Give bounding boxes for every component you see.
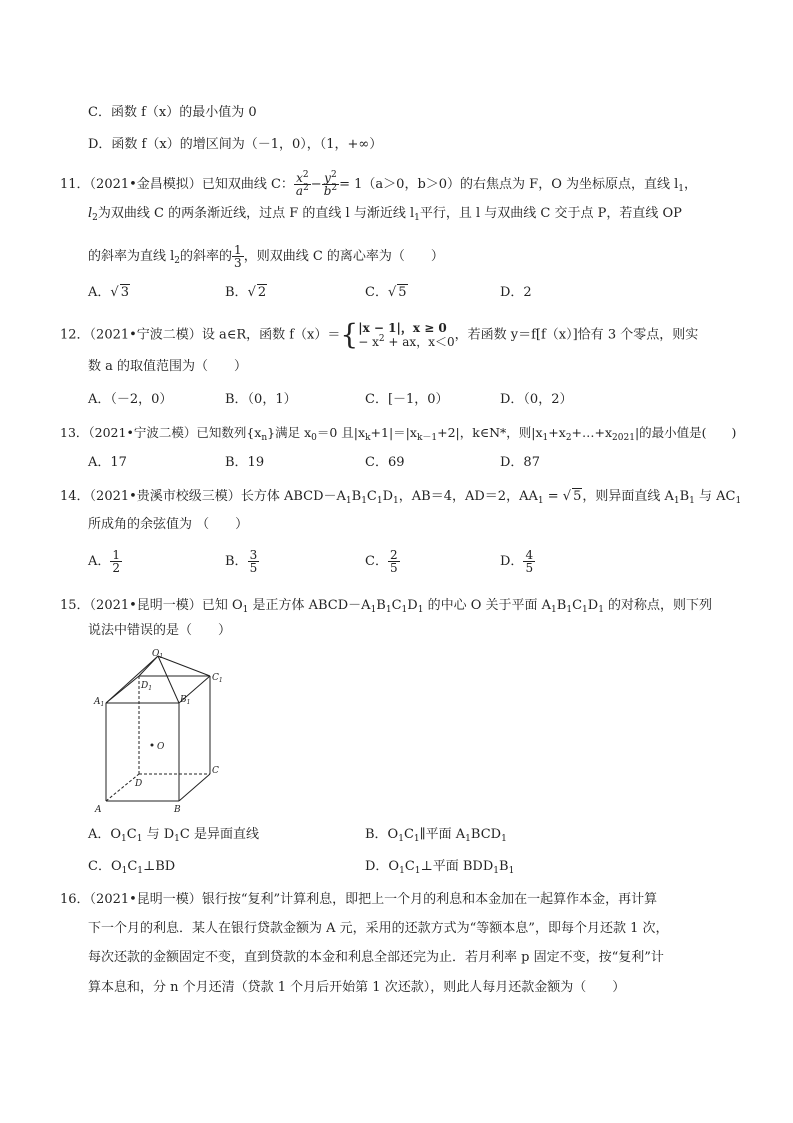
q12-option-c: C．[－1，0） <box>365 392 449 407</box>
q13-option-a: A．17 <box>88 455 127 470</box>
q11-number: 11． <box>60 177 90 192</box>
q16-line3: 每次还款的金额固定不变，直到贷款的本金和利息全部还完为止．若月利率 p 固定不变，按“复利”计 <box>88 950 664 965</box>
q16-line1: 16．（2021•昆明一模）银行按“复利”计算利息，即把上一个月的利息和本金加在一起算作本金，再计算 <box>60 892 658 907</box>
q12-text-b: ，若函数 y＝f[f（x）]恰有 3 个零点，则实 <box>454 327 699 343</box>
q11-line3-a: 的斜率为直线 l <box>88 249 175 264</box>
q11-y2-b2-fraction: $\frac{y^2}{b^2}$ <box>323 170 338 198</box>
q12-line1 <box>60 318 699 351</box>
q15-option-c: C．$O_1C_1\perp BD$ <box>88 859 176 876</box>
q14-option-a: A． $\frac{1}{2}$ <box>88 548 121 575</box>
label-d1: $D_1$ <box>141 681 153 692</box>
q14-option-c: C． $\frac{2}{5}$ <box>365 548 398 575</box>
q11-option-b: B．√ 2 <box>225 285 267 300</box>
edge-o1-d1 <box>139 656 158 676</box>
q12-piecewise: |x − 1|，x ≥ 0 − $x^2$ + ax，x＜0 <box>358 321 455 349</box>
q15-option-b: B．$O_1C_1\parallel$平面 $A_1BCD_1$ <box>365 827 507 844</box>
q14-option-b: B． $\frac{3}{5}$ <box>225 548 258 575</box>
q14-line1: 14．（2021•贵溪市校级三模）长方体 $ABCD-A_1B_1C_1D_1$，AB＝4，AD＝2，$AA_1$ = √ 5，则异面直线 $A_1B_1$ 与 $AC_1$ <box>60 489 742 506</box>
q12-number: 12． <box>60 327 90 343</box>
q15-number: 15． <box>60 598 90 613</box>
q10-option-c: C．函数 f（x）的最小值为 0 <box>88 105 257 120</box>
q11-line2-text: 为双曲线 C 的两条渐近线，过点 F 的直线 l 与渐近线 l <box>97 206 415 221</box>
label-d: D <box>135 779 143 789</box>
q11-line3-b: 的斜率的 <box>180 249 233 264</box>
q11-one-third: $\frac{1}{3}$ <box>234 243 242 270</box>
q15-cube-figure <box>86 646 236 816</box>
label-o1: $O_1$ <box>152 649 164 660</box>
q11-line1: 11．（2021•金昌模拟）已知双曲线 C： $\frac{x^2}{a^2}$ − $\frac{y^2}{b^2}$ = 1（a＞0，b＞0）的右焦点为 F，O 为坐标原点，直线 $l_1$， <box>60 170 698 198</box>
label-o: O <box>157 742 165 752</box>
q16-source: （2021•昆明一模） <box>89 892 202 907</box>
label-c: C <box>212 766 219 776</box>
q15-line1: 15．（2021•昆明一模）已知 $O_1$ 是正方体 $ABCD-A_1B_1C_1D_1$ 的中心 O 关于平面 $A_1B_1C_1D_1$ 的对称点，则下列 <box>60 598 713 615</box>
q11-option-d: D．2 <box>500 285 532 300</box>
label-b1: $B_1$ <box>180 695 191 706</box>
q12-source: （2021•宁波二模） <box>89 327 202 343</box>
q14-number: 14． <box>60 489 90 504</box>
q11-line2-text-b: 平行，且 l 与双曲线 C 交于点 P，若直线 OP <box>419 206 682 221</box>
q13-number: 13． <box>60 425 89 440</box>
edge-b-c <box>179 774 210 801</box>
q11-text-a: 已知双曲线 C： <box>201 177 294 192</box>
q15-line2: 说法中错误的是（ ） <box>88 623 232 638</box>
q12-option-a: A．（－2，0） <box>88 392 173 407</box>
q13-source: （2021•宁波二模） <box>88 425 197 440</box>
label-a1: $A_1$ <box>94 697 105 708</box>
q10-option-d: D．函数 f（x）的增区间为（－1，0），（1，+∞） <box>88 137 383 152</box>
q12-brace: { <box>340 318 359 351</box>
q11-x2-a2-fraction: $\frac{x^2}{a^2}$ <box>295 170 309 198</box>
q13-option-b: B．19 <box>225 455 265 470</box>
q11-eq-tail: = 1（a＞0，b＞0）的右焦点为 F，O 为坐标原点，直线 l <box>339 177 679 192</box>
q15-source: （2021•昆明一模） <box>89 598 202 613</box>
label-b: B <box>174 805 181 815</box>
edge-o1-a1 <box>106 656 158 703</box>
q11-line3: 的斜率为直线 $l_2$的斜率的 $\frac{1}{3}$ ，则双曲线 C 的离心率为（ ） <box>88 243 444 270</box>
q11-line3-c: ，则双曲线 C 的离心率为（ ） <box>243 249 444 264</box>
q15-option-d: D．$O_1C_1\perp$平面 $BDD_1B_1$ <box>365 859 515 876</box>
q11-line2: $l_2$为双曲线 C 的两条渐近线，过点 F 的直线 l 与渐近线 $l_1$平行，且 l 与双曲线 C 交于点 P，若直线 OP <box>88 206 682 223</box>
q12-option-d: D．（0，2） <box>500 392 573 407</box>
q12-option-b: B．（0，1） <box>225 392 297 407</box>
q12-line2: 数 a 的取值范围为（ ） <box>88 359 248 374</box>
center-point-o <box>151 744 154 747</box>
q15-option-a: A．$O_1C_1$ 与 $D_1C$ 是异面直线 <box>88 827 259 844</box>
label-a: A <box>95 805 102 815</box>
q13-option-c: C．69 <box>365 455 405 470</box>
q14-line2: 所成角的余弦值为 （ ） <box>88 517 249 532</box>
q14-source: （2021•贵溪市校级三模） <box>89 489 241 504</box>
q11-source: （2021•金昌模拟） <box>89 177 202 192</box>
q11-option-a: A．√ 3 <box>88 285 129 300</box>
q13-line1: 13．（2021•宁波二模）已知数列$\{x_n\}$满足 $x_0=0$ 且$|x_k+1|=|x_{k-1}+2|$，k∈N*，则$|x_1+x_2+\dots+x_{2021}|$的最小值是( ) <box>60 425 737 443</box>
q14-option-d: D． $\frac{4}{5}$ <box>500 548 534 575</box>
q16-number: 16． <box>60 892 90 907</box>
q16-line4: 算本息和，分 n 个月还清（贷款 1 个月后开始第 1 次还款），则此人每月还款金额为（ ） <box>88 980 626 995</box>
q13-option-d: D．87 <box>500 455 540 470</box>
q11-option-c: C．√ 5 <box>365 285 407 300</box>
q12-text-a: 设 a∈R，函数 f（x）＝ <box>201 327 341 343</box>
label-c1: $C_1$ <box>212 673 223 684</box>
q16-line2: 下一个月的利息．某人在银行贷款金额为 A 元，采用的还款方式为“等额本息”，即每个月还款 1 次， <box>88 921 669 936</box>
